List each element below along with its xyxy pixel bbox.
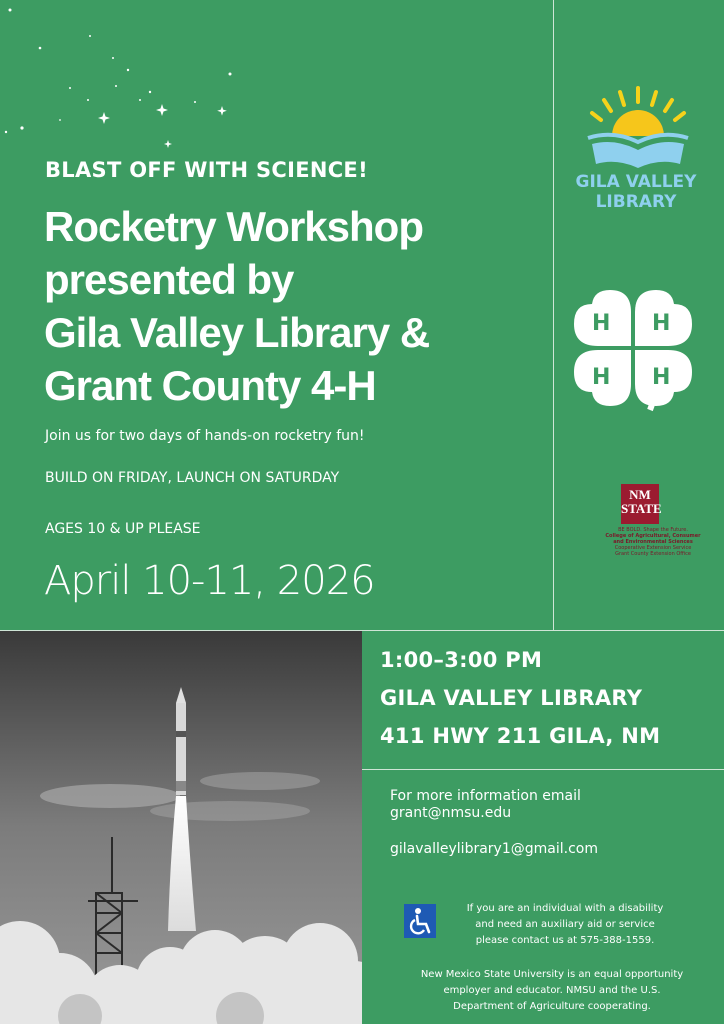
nm-state-mark: NM STATE (621, 484, 659, 524)
eo-line: employer and educator. NMSU and the U.S. (443, 985, 661, 996)
divider-vertical (553, 0, 554, 630)
stars-decoration (0, 0, 260, 160)
headline-line: Rocketry Workshop (44, 203, 423, 250)
headline-line: Grant County 4-H (44, 362, 376, 409)
event-kicker: BLAST OFF WITH SCIENCE! (45, 158, 368, 182)
nmsu-line: Grant County Extension Office (615, 551, 691, 557)
headline-line: presented by (44, 256, 294, 303)
headline-line: Gila Valley Library & (44, 309, 430, 356)
accessibility-notice (450, 901, 680, 949)
event-ages-text: AGES 10 & UP PLEASE (45, 521, 201, 537)
nmsu-line: BE BOLD. Shape the Future. (618, 527, 688, 533)
nmsu-line: Cooperative Extension Service (614, 545, 692, 551)
svg-text:H: H (592, 311, 611, 336)
nmsu-line: and Environmental Sciences (613, 539, 693, 545)
wheelchair-icon (404, 904, 436, 938)
event-address: 411 HWY 211 GILA, NM (380, 724, 661, 748)
four-h-clover-icon (570, 286, 696, 412)
rocket-launch-photo (0, 631, 362, 1024)
event-time: 1:00–3:00 PM (380, 648, 543, 672)
library-email[interactable]: gilavalleylibrary1@gmail.com (390, 841, 598, 857)
nmsu-tagline (590, 527, 716, 557)
event-headline (44, 200, 544, 412)
nmsu-line: College of Agricultural, Consumer (605, 533, 701, 539)
access-line: and need an auxiliary aid or service (475, 919, 655, 930)
divider-info (362, 769, 724, 770)
gvl-line: GILA VALLEY (575, 172, 697, 192)
contact-line: For more information email (390, 788, 581, 804)
contact-email[interactable]: grant@nmsu.edu (390, 805, 512, 821)
event-build-text: BUILD ON FRIDAY, LAUNCH ON SATURDAY (45, 470, 340, 486)
nmsu-logo (590, 484, 716, 557)
svg-text:H: H (652, 365, 671, 390)
access-line: If you are an individual with a disability (466, 903, 664, 914)
access-line: please contact us at 575-388-1559. (475, 935, 655, 946)
gila-valley-library-name (560, 172, 712, 212)
event-date: April 10-11, 2026 (44, 558, 375, 604)
event-join-text: Join us for two days of hands-on rocketry fun! (45, 428, 365, 444)
svg-text:H: H (652, 311, 671, 336)
eo-line: Department of Agriculture cooperating. (453, 1001, 651, 1012)
eo-line: New Mexico State University is an equal opportunity (420, 969, 684, 980)
gvl-line: LIBRARY (595, 192, 677, 212)
svg-text:H: H (592, 365, 611, 390)
event-venue: GILA VALLEY LIBRARY (380, 686, 643, 710)
equal-opportunity-notice (396, 967, 708, 1015)
contact-info (390, 788, 581, 822)
